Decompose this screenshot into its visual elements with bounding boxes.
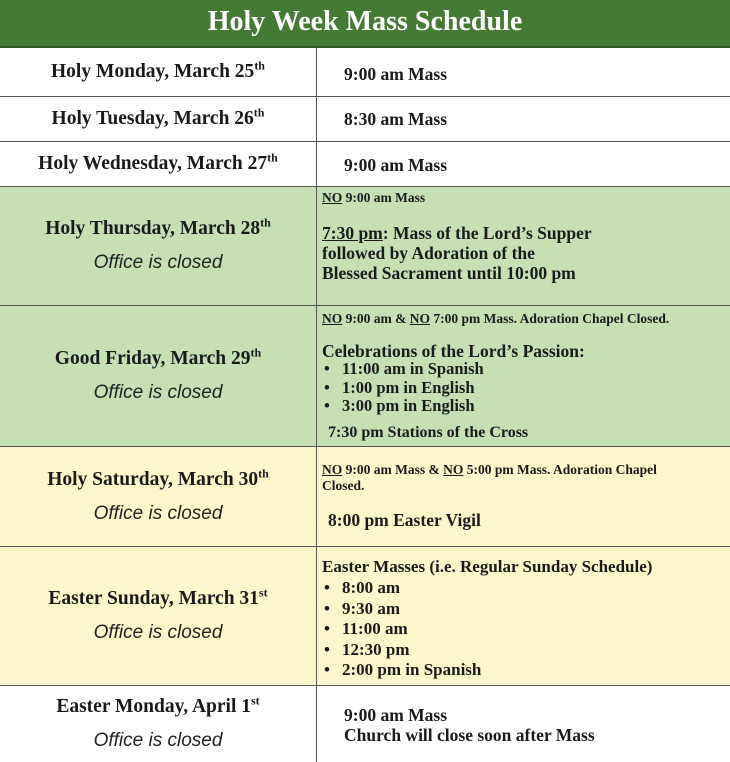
schedule-cell (322, 187, 726, 305)
day-name: Good Friday, March 29th (54, 345, 262, 369)
row-good-friday (0, 306, 730, 447)
day-name: Holy Saturday, March 30th (47, 466, 269, 490)
schedule-cell (322, 686, 726, 762)
office-closed-note: Office is closed (93, 730, 223, 751)
mass-time: 8:30 am Mass (344, 109, 448, 129)
schedule-cell (322, 142, 726, 186)
day-cell (0, 447, 316, 546)
schedule-cell (322, 48, 726, 96)
row-easter-monday (0, 686, 730, 762)
office-closed-note: Office is closed (93, 382, 223, 403)
schedule-cell (322, 97, 726, 141)
row-holy-tuesday (0, 97, 730, 142)
row-holy-saturday (0, 447, 730, 547)
row-easter-sunday (0, 547, 730, 686)
day-cell (0, 97, 316, 141)
row-holy-monday (0, 48, 730, 97)
list-item: • 3:00 pm in English (322, 397, 484, 416)
stations-note: 7:30 pm Stations of the Cross (328, 424, 529, 441)
day-cell (0, 187, 316, 305)
easter-heading: Easter Masses (i.e. Regular Sunday Schedule) (322, 557, 653, 576)
schedule-title: Holy Week Mass Schedule (0, 0, 730, 48)
day-name: Holy Tuesday, March 26th (51, 105, 265, 129)
day-cell (0, 306, 316, 446)
list-item: • 11:00 am (322, 619, 481, 640)
day-cell (0, 547, 316, 685)
easter-mass-list (322, 578, 481, 681)
easter-vigil: 8:00 pm Easter Vigil (328, 510, 481, 530)
cancel-note: NO 9:00 am & NO 7:00 pm Mass. Adoration Chapel Closed. (322, 311, 670, 326)
list-item: • 1:00 pm in English (322, 379, 484, 398)
list-item: • 2:00 pm in Spanish (322, 660, 481, 681)
row-holy-wednesday (0, 142, 730, 187)
office-closed-note: Office is closed (93, 622, 223, 643)
day-cell (0, 48, 316, 96)
day-cell (0, 686, 316, 762)
cancel-note: NO 9:00 am Mass (322, 190, 426, 205)
day-name: Holy Wednesday, March 27th (38, 150, 278, 174)
list-item: • 8:00 am (322, 578, 481, 599)
day-cell (0, 142, 316, 186)
mass-time: 9:00 am Mass (344, 64, 448, 84)
day-name: Holy Thursday, March 28th (45, 215, 271, 239)
schedule-cell (322, 547, 726, 685)
evening-mass: 7:30 pm: Mass of the Lord’s Supper followed by Adoration of the Blessed Sacrament until 10:00 pm (322, 223, 592, 283)
passion-list (322, 360, 484, 416)
cancel-note: NO 9:00 am Mass & NO 5:00 pm Mass. Adoration Chapel Closed. (322, 462, 657, 493)
office-closed-note: Office is closed (93, 502, 223, 524)
schedule-cell (322, 447, 726, 546)
day-name: Holy Monday, March 25th (51, 58, 265, 82)
list-item: • 12:30 pm (322, 640, 481, 661)
column-divider (316, 48, 317, 762)
mass-time: 9:00 am Mass (344, 705, 448, 725)
list-item: • 9:30 am (322, 599, 481, 620)
schedule-cell (322, 306, 726, 446)
day-name: Easter Monday, April 1st (56, 693, 260, 717)
day-name: Easter Sunday, March 31st (48, 585, 268, 609)
row-holy-thursday (0, 187, 730, 306)
mass-time: 9:00 am Mass (344, 155, 448, 175)
list-item: • 11:00 am in Spanish (322, 360, 484, 379)
closing-note: Church will close soon after Mass (344, 725, 595, 745)
passion-heading: Celebrations of the Lord’s Passion: (322, 341, 585, 361)
office-closed-note: Office is closed (93, 252, 223, 273)
